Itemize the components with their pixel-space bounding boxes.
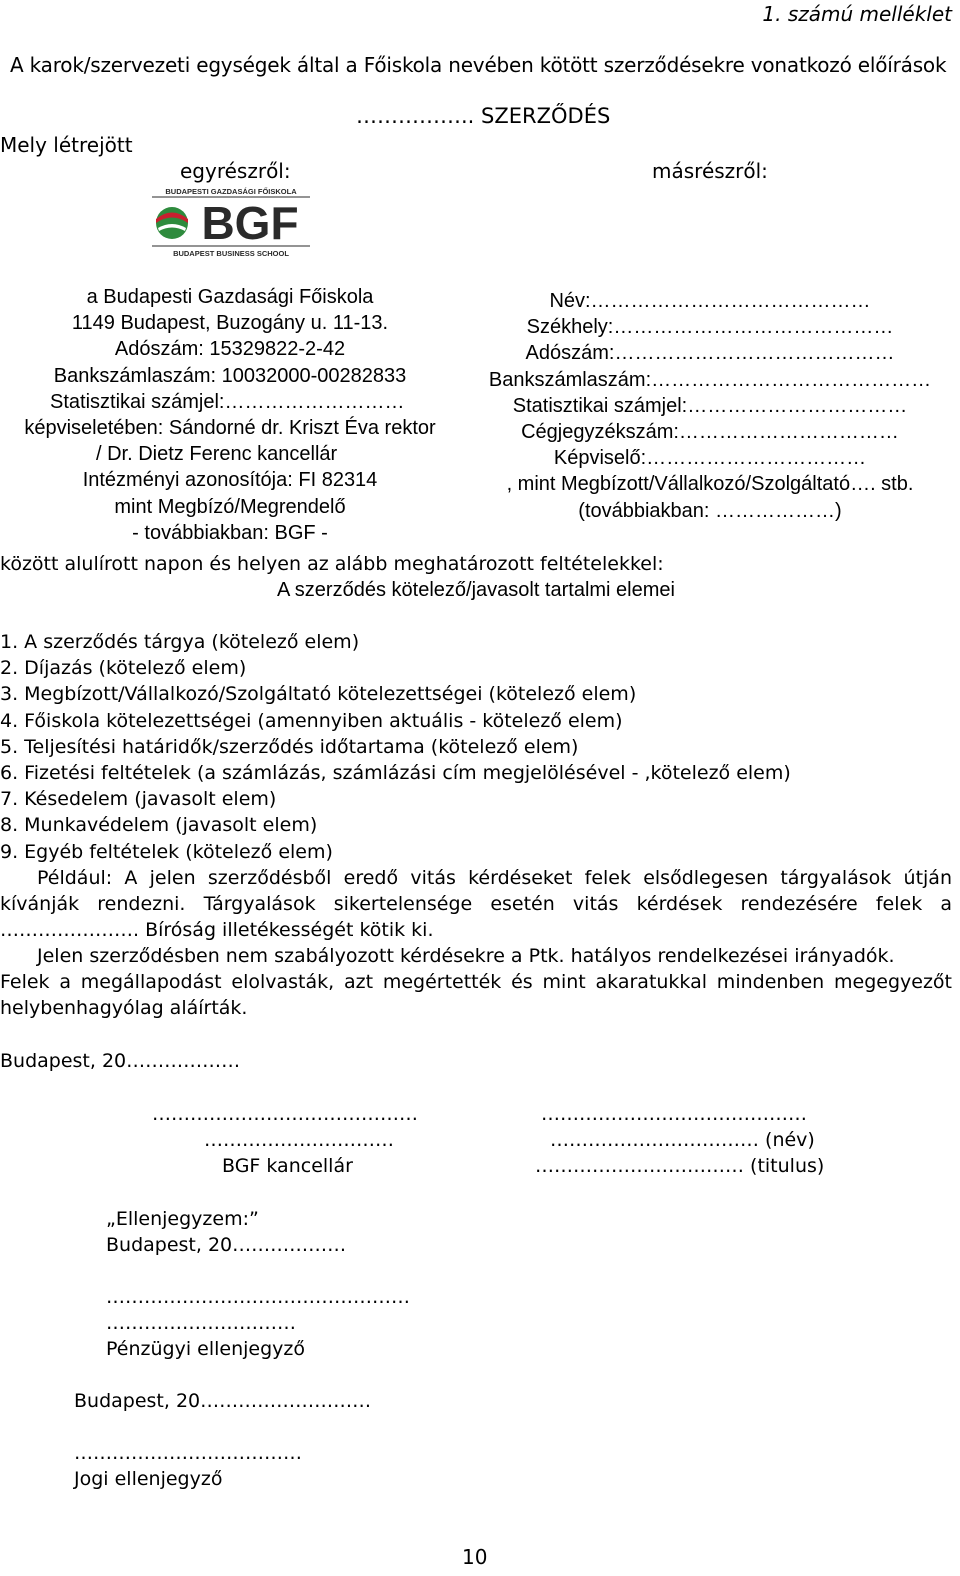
party-right-line: Statisztikai számjel:…………………………… xyxy=(512,394,908,417)
legal-line: ……………………………… xyxy=(74,1442,302,1464)
signature-left-line1: …………………………………… xyxy=(152,1103,418,1125)
logo-globe-icon xyxy=(156,207,188,239)
countersign-title: Pénzügyi ellenjegyző xyxy=(106,1338,305,1360)
list-item: 9. Egyéb feltételek (kötelező elem) xyxy=(0,840,333,863)
party-left-line: Intézményi azonosítója: FI 82314 xyxy=(82,469,378,492)
page-number: 10 xyxy=(462,1545,488,1569)
countersign-line2: ………………………… xyxy=(106,1312,296,1334)
logo-mark: BGF xyxy=(201,197,299,249)
signature-left-title: BGF kancellár xyxy=(222,1155,353,1177)
contract-title: …………….. SZERZŐDÉS xyxy=(356,104,611,128)
signature-right-line1: …………………………………… xyxy=(541,1103,807,1125)
annex-label: 1. számú melléklet xyxy=(762,2,952,26)
party-left-line: Bankszámlaszám: 10032000-00282833 xyxy=(53,364,407,387)
list-item: 2. Díjazás (kötelező elem) xyxy=(0,657,247,680)
list-item: 7. Késedelem (javasolt elem) xyxy=(0,788,277,811)
party-left-line: 1149 Budapest, Buzogány u. 11-13. xyxy=(71,312,389,335)
party-left-block xyxy=(0,284,460,546)
party-left-line: képviseletében: Sándorné dr. Kriszt Éva rektor xyxy=(24,417,436,440)
list-item: 1. A szerződés tárgya (kötelező elem) xyxy=(0,631,360,653)
side-right-label: másrészről: xyxy=(652,159,768,183)
party-right-line: Név:…………………………………… xyxy=(549,290,871,312)
countersign-label: „Ellenjegyzem:” xyxy=(106,1208,259,1230)
ptk-line: Jelen szerződésben nem szabályozott kérdésekre a Ptk. hatályos rendelkezései irányadók. xyxy=(37,945,895,967)
logo-top-text: BUDAPESTI GAZDASÁGI FŐISKOLA xyxy=(165,187,297,196)
intro-text: Mely létrejött xyxy=(0,133,133,157)
party-right-block xyxy=(480,288,940,524)
example-paragraph: Például: A jelen szerződésből eredő vitás kérdéseket felek elsődlegesen tárgyalások útján kívánják rendezni. Tárgyalások sikertelensége esetén vitás kérdések rendezésére felek a …………………. Bíróság illetékességét kötik ki. xyxy=(0,867,952,941)
list-item: 4. Főiskola kötelezettségei (amennyiben aktuális - kötelező elem) xyxy=(0,709,623,732)
list-item: 6. Fizetési feltételek (a számlázás, számlázási cím megjelölésével - ,kötelező elem) xyxy=(0,761,791,784)
items-list xyxy=(0,629,791,865)
party-right-line: , mint Megbízott/Vállalkozó/Szolgáltató…. stb. xyxy=(506,473,914,496)
elements-title: A szerződés kötelező/javasolt tartalmi elemei xyxy=(277,579,675,601)
party-right-line: Adószám:…………………………………… xyxy=(525,342,895,365)
party-right-line: Cégjegyzékszám:…………………………… xyxy=(521,421,899,444)
party-left-line: Statisztikai számjel:……………………… xyxy=(50,390,405,413)
party-left-line: - továbbiakban: BGF - xyxy=(132,521,328,544)
party-right-line: Bankszámlaszám:…………………………………… xyxy=(488,368,932,391)
party-left-line: Adószám: 15329822-2-42 xyxy=(114,338,346,361)
legal-title: Jogi ellenjegyző xyxy=(74,1468,223,1490)
closing-paragraph: Felek a megállapodást elolvasták, azt megértették és mint akaratukkal mindenben megegyezőt helybenhagyólag aláírták. xyxy=(0,971,952,1019)
document-heading: A karok/szervezeti egységek által a Főiskola nevében kötött szerződésekre vonatkozó előírások xyxy=(10,53,947,77)
party-right-line: (továbbiakban: ………………) xyxy=(578,499,842,522)
signature-right-title: …………………………… (titulus) xyxy=(535,1155,825,1177)
countersign-line1: ………………………………………… xyxy=(106,1286,410,1308)
party-right-line: Székhely:…………………………………… xyxy=(526,316,894,339)
between-text: között alulírott napon és helyen az alább meghatározott feltételekkel: xyxy=(0,553,664,575)
bgf-logo xyxy=(152,186,310,258)
list-item: 8. Munkavédelem (javasolt elem) xyxy=(0,814,318,837)
signature-left-line2: ………………………… xyxy=(204,1129,394,1151)
countersign-date: Budapest, 20……………… xyxy=(106,1234,347,1256)
party-left-line: / Dr. Dietz Ferenc kancellár xyxy=(96,443,338,466)
list-item: 3. Megbízott/Vállalkozó/Szolgáltató kötelezettségei (kötelező elem) xyxy=(0,683,637,706)
signature-right-name: …………………………… (név) xyxy=(550,1129,815,1151)
party-right-line: Képviselő:…………………………… xyxy=(553,447,867,470)
date-line: Budapest, 20……………… xyxy=(0,1050,241,1072)
party-left-line: mint Megbízó/Megrendelő xyxy=(114,495,346,518)
logo-bottom-text: BUDAPEST BUSINESS SCHOOL xyxy=(173,249,289,258)
list-item: 5. Teljesítési határidők/szerződés időtartama (kötelező elem) xyxy=(0,735,579,758)
party-left-line: a Budapesti Gazdasági Főiskola xyxy=(86,286,374,308)
side-left-label: egyrészről: xyxy=(180,159,291,183)
legal-date: Budapest, 20……………………… xyxy=(74,1390,372,1412)
